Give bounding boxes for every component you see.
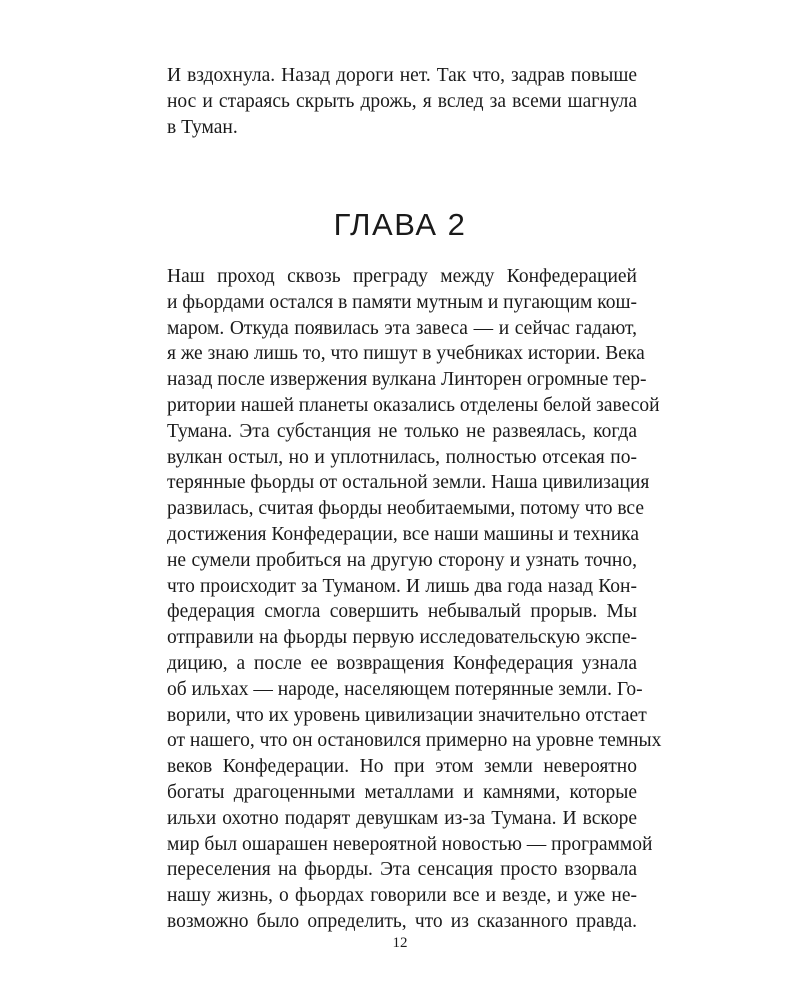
body-paragraph: [167, 264, 662, 935]
text-line: об ильхах — народе, населяющем потерянные земли. Го-: [167, 678, 643, 700]
text-line: назад после извержения вулкана Линторен огромные тер-: [167, 369, 647, 391]
text-line: достижения Конфедерации, все наши машины и техника: [167, 523, 639, 545]
text-line: возможно было определить, что из сказанного правда.: [167, 910, 637, 932]
text-line: ворили, что их уровень цивилизации значительно отстает: [167, 704, 647, 726]
text-line: ритории нашей планеты оказались отделены белой завесой: [167, 394, 660, 416]
text-line: веков Конфедерации. Но при этом земли невероятно: [167, 756, 637, 778]
text-line: мир был ошарашен невероятной новостью — программой: [167, 833, 653, 855]
text-line: ильхи охотно подарят девушкам из-за Тумана. И вскоре: [167, 807, 637, 829]
text-line: переселения на фьорды. Эта сенсация просто взорвала: [167, 859, 637, 881]
page-number: 12: [392, 935, 408, 951]
text-line: маром. Откуда появилась эта завеса — и сейчас гадают,: [167, 317, 637, 339]
text-line: я же знаю лишь то, что пишут в учебниках истории. Века: [167, 343, 645, 365]
intro-paragraph: [167, 63, 637, 140]
text-line: развилась, считая фьорды необитаемыми, потому что все: [167, 498, 644, 520]
text-line: дицию, а после ее возвращения Конфедерация узнала: [167, 652, 637, 674]
text-line: Наш проход сквозь преграду между Конфедерацией: [167, 266, 637, 287]
text-line: нашу жизнь, о фьордах говорили все и везде, и уже не-: [167, 885, 637, 907]
text-line: от нашего, что он остановился примерно на уровне темных: [167, 730, 662, 752]
text-line: отправили на фьорды первую исследовательскую экспе-: [167, 627, 637, 649]
text-line: нос и стараясь скрыть дрожь, я вслед за всеми шагнула: [167, 90, 637, 112]
text-line: федерация смогла совершить небывалый прорыв. Мы: [167, 601, 637, 623]
chapter-title: ГЛАВА 2: [333, 207, 467, 242]
text-line: вулкан остыл, но и уплотнилась, полностью отсекая по-: [167, 446, 637, 468]
text-line: не сумели пробиться на другую сторону и узнать точно,: [167, 549, 637, 571]
text-line: что происходит за Туманом. И лишь два года назад Кон-: [167, 575, 637, 597]
text-line: терянные фьорды от остальной земли. Наша цивилизация: [167, 472, 650, 494]
text-line: Тумана. Эта субстанция не только не развеялась, когда: [167, 420, 637, 442]
text-line: богаты драгоценными металлами и камнями, которые: [167, 781, 637, 803]
text-line: и фьордами остался в памяти мутным и пугающим кош-: [167, 291, 637, 313]
text-line: И вздохнула. Назад дороги нет. Так что, задрав повыше: [167, 65, 637, 86]
text-line: в Туман.: [167, 116, 238, 138]
